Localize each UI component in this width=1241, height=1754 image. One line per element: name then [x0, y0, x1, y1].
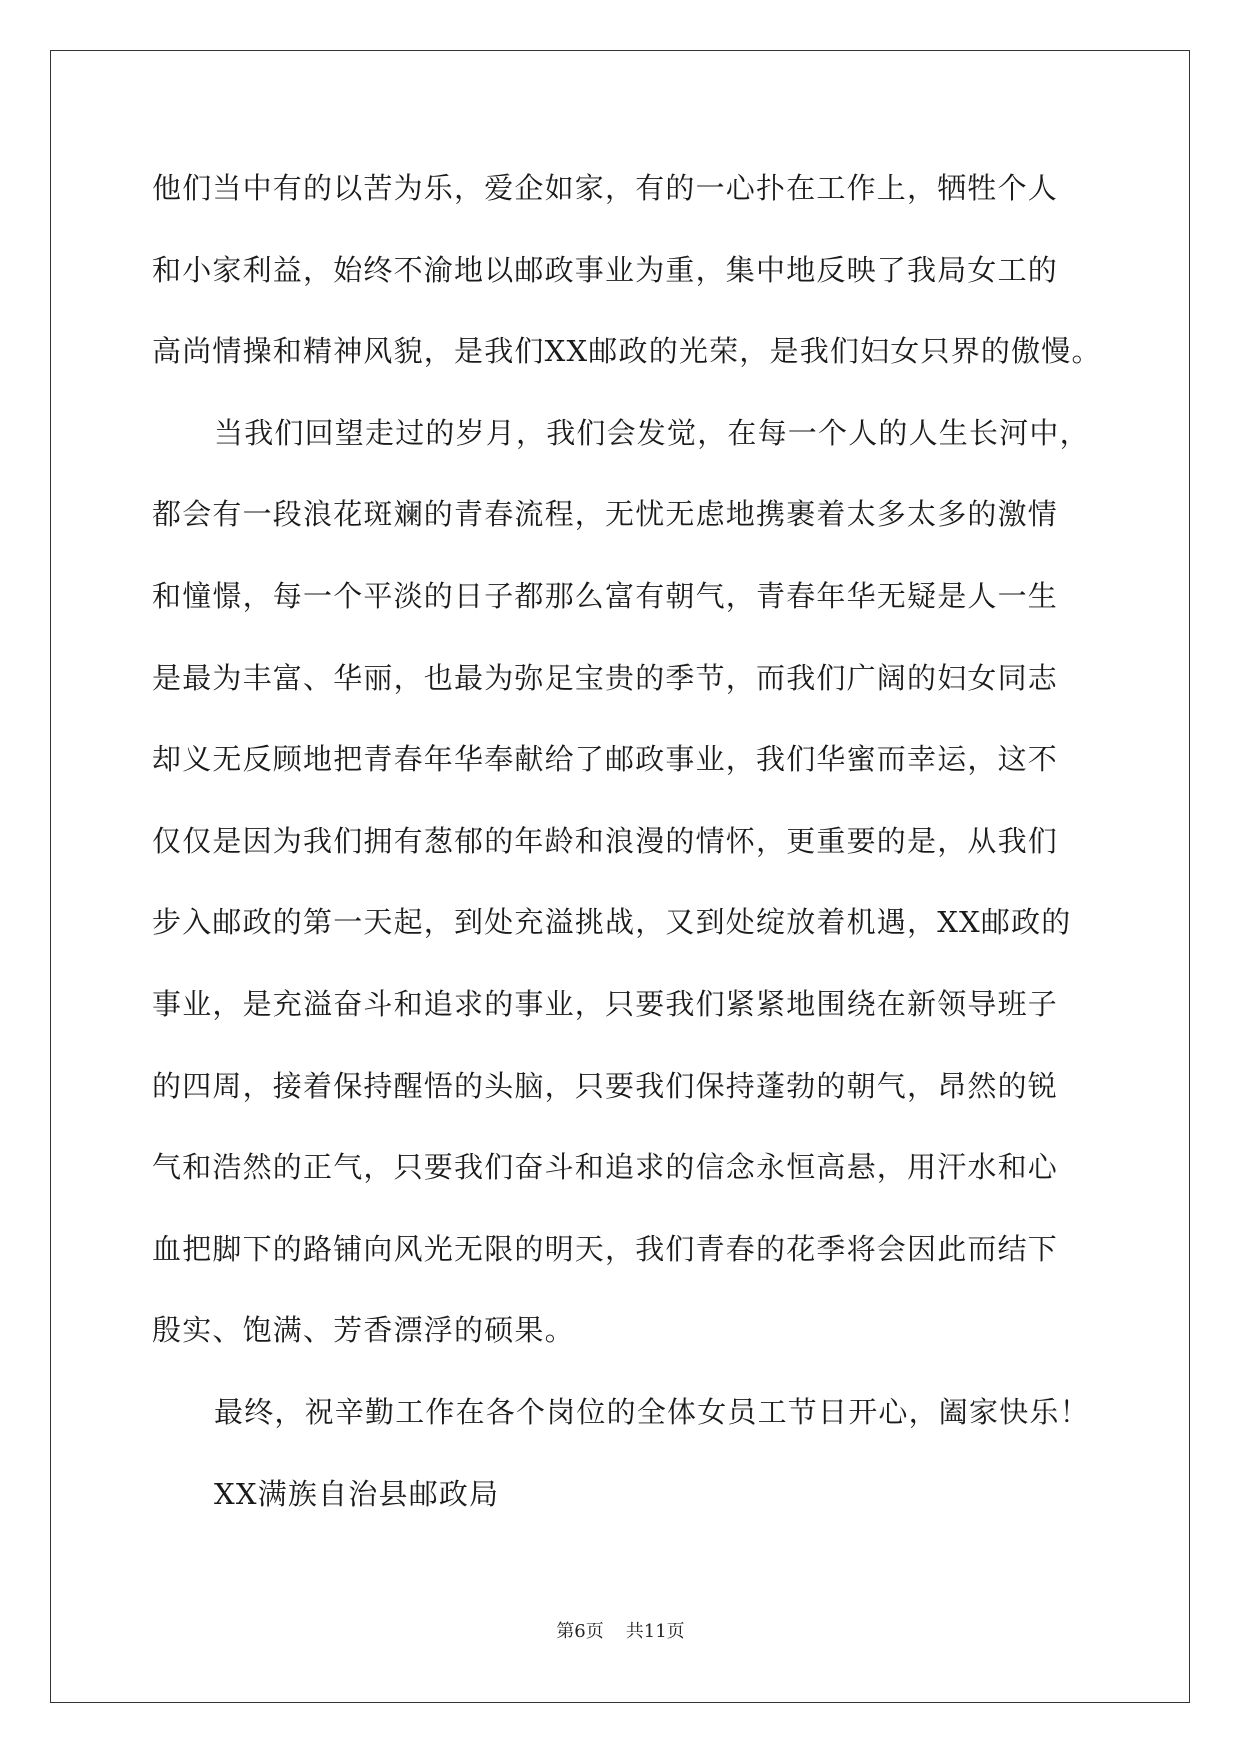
page-number: 第6页 — [556, 1621, 604, 1642]
text-line: 和小家利益，始终不渝地以邮政事业为重，集中地反映了我局女工的 — [152, 252, 1059, 287]
text-line: 当我们回望走过的岁月，我们会发觉，在每一个人的人生长河中， — [214, 415, 1090, 450]
text-line: 他们当中有的以苦为乐，爱企如家，有的一心扑在工作上，牺牲个人 — [152, 171, 1059, 205]
text-line: 最终，祝辛勤工作在各个岗位的全体女员工节日开心，阖家快乐！ — [214, 1394, 1090, 1429]
text-line: 是最为丰富、华丽，也最为弥足宝贵的季节，而我们广阔的妇女同志 — [152, 660, 1059, 695]
text-line: 却义无反顾地把青春年华奉献给了邮政事业，我们华蜜而幸运，这不 — [152, 742, 1059, 777]
text-line: 和憧憬，每一个平淡的日子都那么富有朝气，青春年华无疑是人一生 — [152, 578, 1059, 613]
text-line: 气和浩然的正气，只要我们奋斗和追求的信念永恒高悬，用汗水和心 — [152, 1150, 1059, 1185]
text-line: 高尚情操和精神风貌，是我们XX邮政的光荣，是我们妇女只界的傲慢。 — [152, 334, 1102, 369]
text-line: 步入邮政的第一天起，到处充溢挑战，又到处绽放着机遇，XX邮政的 — [152, 905, 1072, 940]
text-line: 事业，是充溢奋斗和追求的事业，只要我们紧紧地围绕在新领导班子 — [152, 986, 1059, 1021]
text-line: 的四周，接着保持醒悟的头脑，只要我们保持蓬勃的朝气，昂然的锐 — [152, 1068, 1059, 1103]
text-line: 都会有一段浪花斑斓的青春流程，无忧无虑地携裹着太多太多的激情 — [152, 497, 1059, 532]
signature-line: XX满族自治县邮政局 — [214, 1476, 500, 1511]
text-line: 血把脚下的路铺向风光无限的明天，我们青春的花季将会因此而结下 — [152, 1231, 1059, 1266]
text-line: 仅仅是因为我们拥有葱郁的年龄和浪漫的情怀，更重要的是，从我们 — [152, 823, 1059, 858]
page-footer — [0, 1620, 1241, 1644]
page-total: 共11页 — [625, 1621, 685, 1642]
text-line: 殷实、饱满、芳香漂浮的硕果。 — [152, 1313, 575, 1348]
document-body — [152, 148, 1102, 1535]
